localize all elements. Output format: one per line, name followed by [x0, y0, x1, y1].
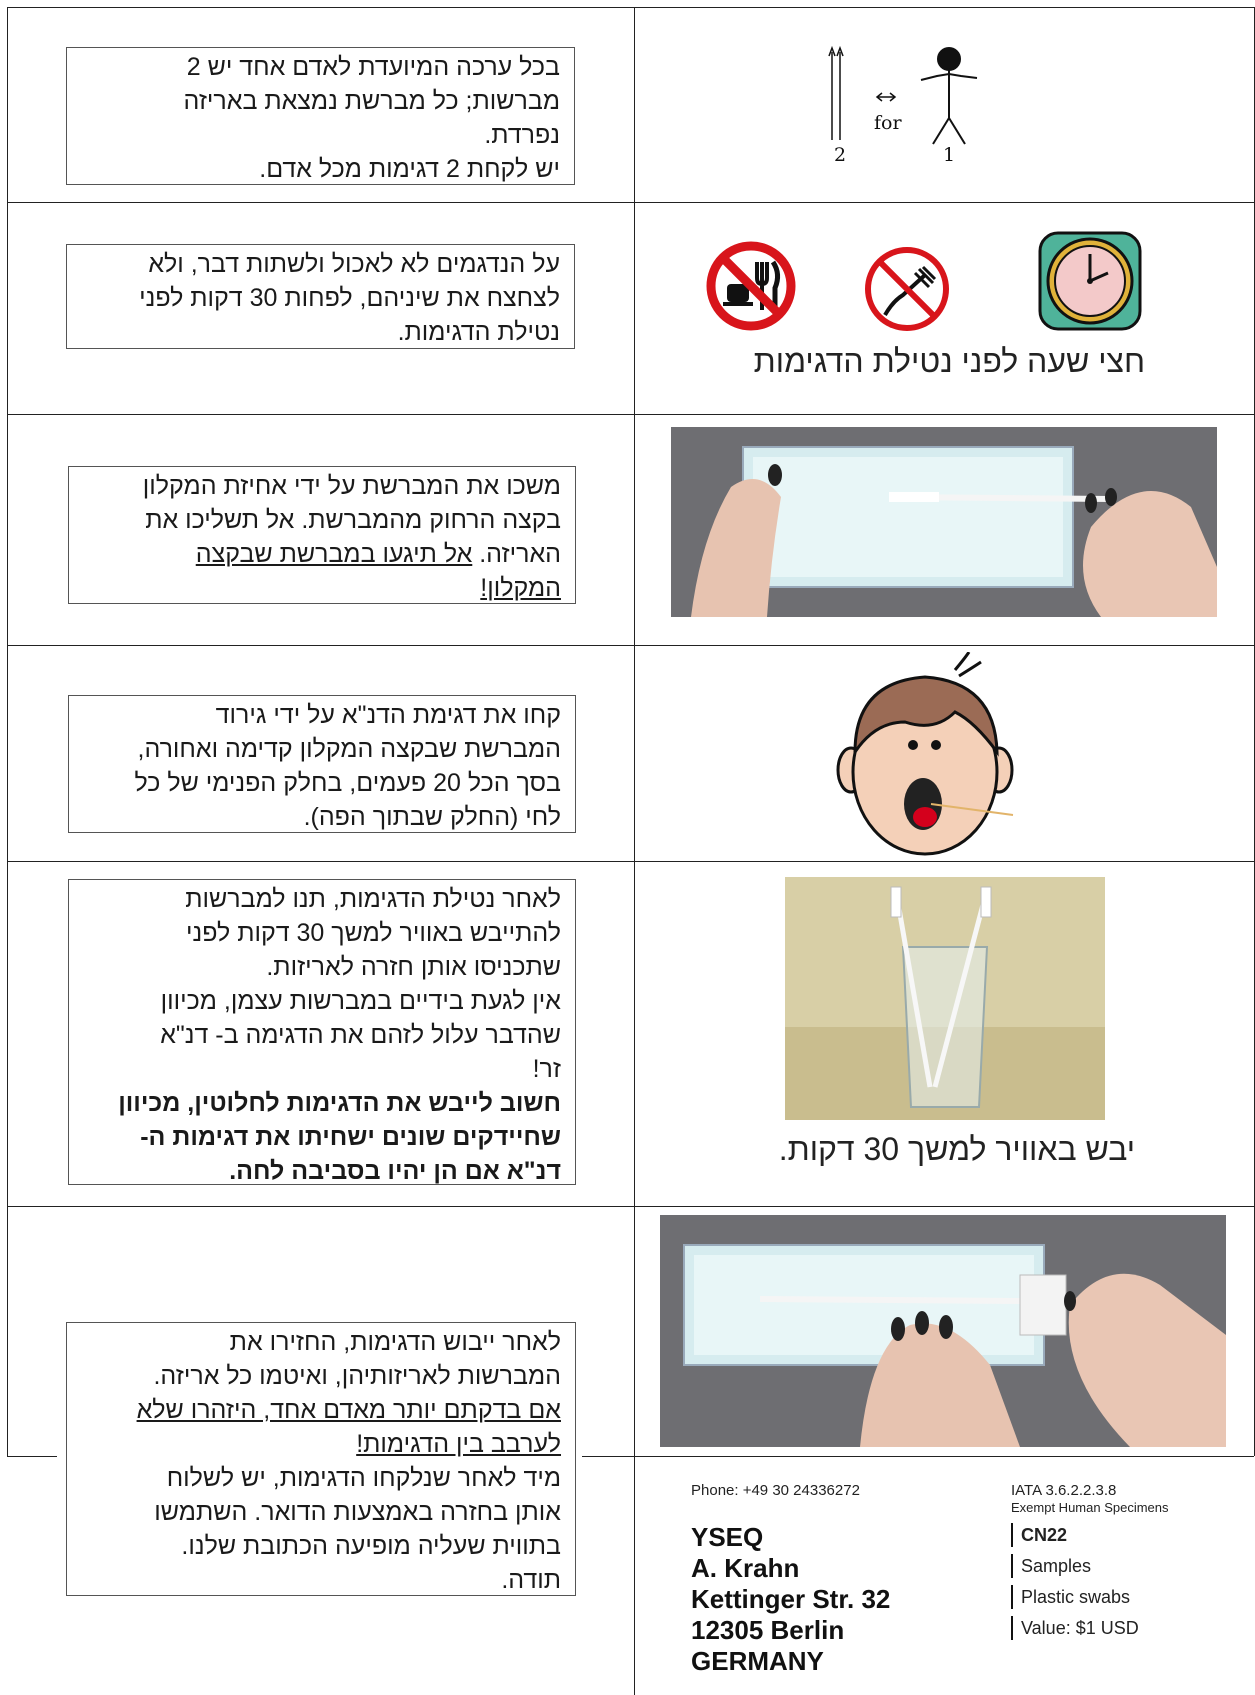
instruction-1-line-1: בכל ערכה המיועדת לאדם אחד יש 2 — [186, 53, 560, 81]
instruction-6-underlined-2: לערבב בין הדגימות! — [356, 1430, 561, 1458]
photo-pull-swab — [671, 427, 1217, 617]
label-phone: Phone: +49 30 24336272 — [691, 1482, 860, 1499]
instruction-box-6 — [66, 1322, 576, 1596]
photo-drying-swabs — [785, 877, 1105, 1120]
instruction-box-4 — [68, 695, 576, 833]
instruction-5-bold-1: חשוב לייבש את הדגימות לחלוטין, מכיוון — [118, 1089, 561, 1117]
instruction-2-line-2: לצחצח את שיניהם, לפחות 30 דקות לפני — [139, 284, 560, 312]
instruction-3-warning: אל תיגעו במברשת שבקצה — [195, 540, 473, 568]
address-line-2: A. Krahn — [691, 1553, 800, 1583]
instruction-2-line-3: נטילת הדגימות. — [397, 318, 560, 346]
instruction-box-2 — [66, 244, 575, 349]
instruction-3-line-4: המקלון! — [480, 574, 561, 602]
swab-per-person-figure — [820, 40, 990, 175]
for-label: for — [874, 112, 902, 134]
instruction-box-5 — [68, 879, 576, 1185]
caption-half-hour: חצי שעה לפני נטילת הדגימות — [753, 343, 1145, 379]
instruction-3-line-3 — [79, 537, 561, 571]
instruction-2-line-1: על הנדגמים לא לאכול ולשתות דבר, ולא — [148, 250, 560, 278]
instruction-4-line-3: בסך הכל 20 פעמים, בחלק הפנימי של כל — [134, 769, 561, 797]
instruction-5-line-4: אין לגעת בידיים במברשות עצמן, מכיוון — [160, 987, 561, 1015]
instruction-3-plain: האריזה. — [472, 540, 561, 568]
no-food-icon — [705, 240, 797, 332]
row-divider-4 — [7, 861, 1255, 862]
instruction-6-underlined-1: אם בדקתם יותר מאדם אחד, היזהרו שלא — [136, 1396, 561, 1424]
instruction-3-line-1: משכו את המברשת על ידי אחיזת המקלון — [142, 472, 561, 500]
no-toothbrush-icon — [863, 245, 951, 333]
iata-exempt: Exempt Human Specimens — [1011, 1500, 1169, 1515]
iata-code: IATA 3.6.2.2.3.8 — [1011, 1482, 1117, 1499]
instruction-1-line-3: נפרדת. — [484, 121, 560, 149]
person-icon — [921, 48, 977, 144]
instruction-box-1 — [66, 47, 575, 185]
instruction-6-line-7: בתווית שעליה מופיעה הכתובת שלנו. — [181, 1532, 561, 1560]
caption-air-dry: יבש באוויר למשך 30 דקות. — [778, 1131, 1135, 1167]
instruction-5-bold-3: דנ"א אם הן יהיו בסביבה לחה. — [229, 1157, 561, 1185]
label-cut-line-mid — [582, 1456, 1254, 1457]
instruction-5-line-5: שהדבר עלול לזהם את הדגימה ב- דנ"א — [160, 1021, 561, 1049]
address-line-3: Kettinger Str. 32 — [691, 1584, 891, 1614]
instruction-1-line-2: מברשות; כל מברשת נמצאת באריזה — [183, 87, 560, 115]
swab-count-label: 2 — [834, 144, 847, 166]
label-customs — [1011, 1482, 1169, 1640]
instruction-6-line-5: מיד לאחר שנלקחו הדגימות, יש לשלוח — [166, 1464, 561, 1492]
instruction-6-line-1: לאחר ייבוש הדגימות, החזירו את — [229, 1328, 561, 1356]
swab-icon — [829, 48, 843, 140]
table-top-border — [7, 7, 1255, 8]
instruction-6-line-6: אותן בחזרה באמצעות הדואר. השתמשו — [154, 1498, 561, 1526]
address-line-5: GERMANY — [691, 1646, 824, 1676]
customs-tag-samples: Samples — [1011, 1554, 1169, 1578]
label-cut-line-left — [7, 1456, 57, 1457]
photo-repack-swab — [660, 1215, 1226, 1447]
instruction-5-line-3: שתכניסו אותן חזרה לאריזות. — [266, 953, 561, 981]
instruction-6-line-2: המברשות לאריזותיהן, ואיטמו כל אריזה. — [153, 1362, 561, 1390]
instruction-5-line-6: זר! — [532, 1055, 561, 1083]
row-divider-3 — [7, 645, 1255, 646]
instruction-4-line-4: לחי (החלק שבתוך הפה). — [303, 803, 561, 831]
person-count-label: 1 — [943, 144, 956, 166]
instruction-4-line-1: קחו את דגימת הדנ"א על ידי גירוד — [215, 701, 561, 729]
instruction-4-line-2: המברשת שבקצה המקלון קדימה ואחורה, — [137, 735, 561, 763]
customs-tag-contents: Plastic swabs — [1011, 1585, 1169, 1609]
double-arrow-icon — [877, 93, 895, 101]
table-left-border — [7, 7, 8, 1456]
instruction-5-line-2: להתייבש באוויר למשך 30 דקות לפני — [186, 919, 561, 947]
instruction-5-line-1: לאחר נטילת הדגימות, תנו למברשות — [185, 885, 561, 913]
instruction-6-line-8: תודה. — [501, 1566, 561, 1594]
instruction-box-3 — [68, 466, 576, 604]
face-swab-icon — [835, 652, 1015, 857]
customs-tag-cn22: CN22 — [1011, 1523, 1169, 1547]
table-center-divider — [634, 7, 635, 1695]
customs-tag-value: Value: $1 USD — [1011, 1616, 1169, 1640]
address-line-4: 12305 Berlin — [691, 1615, 845, 1645]
label-address — [691, 1522, 890, 1677]
row-divider-5 — [7, 1206, 1255, 1207]
instruction-3-line-2: בקצה הרחוק מהמברשת. אל תשליכו את — [145, 506, 561, 534]
instruction-1-line-4: יש לקחת 2 דגימות מכל אדם. — [259, 155, 560, 183]
clock-icon — [1036, 229, 1144, 333]
instruction-5-bold-2: שחיידקים שונים ישחיתו את דגימות ה- — [140, 1123, 561, 1151]
row-divider-2 — [7, 414, 1255, 415]
address-line-1: YSEQ — [691, 1522, 764, 1552]
row-divider-1 — [7, 202, 1255, 203]
